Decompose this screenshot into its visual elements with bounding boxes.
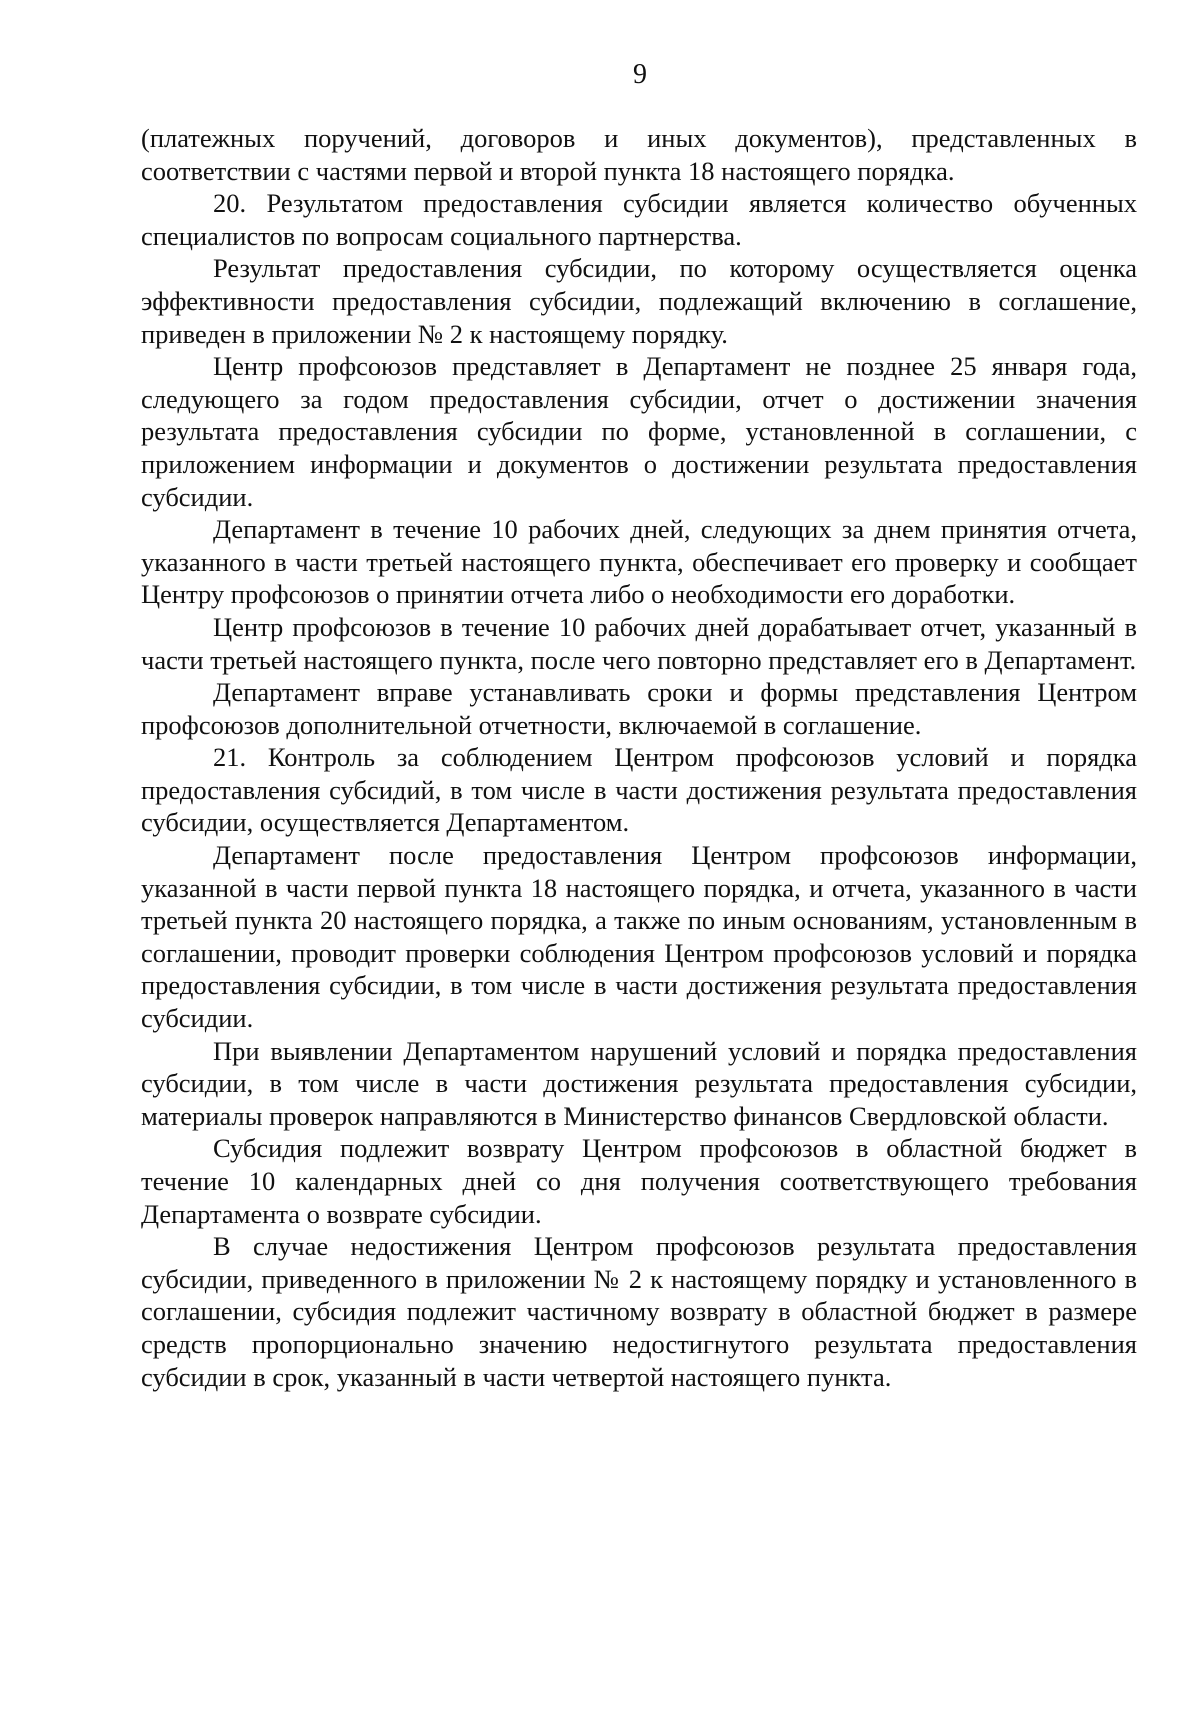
document-body xyxy=(141,122,1137,1393)
paragraph-additional-reporting: Департамент вправе устанавливать сроки и формы представления Центром профсоюзов дополнительной отчетности, включаемой в соглашение. xyxy=(141,677,1137,740)
paragraph-item-20: 20. Результатом предоставления субсидии является количество обученных специалистов по вопросам социального партнерства. xyxy=(141,188,1137,251)
paragraph-report-submission: Центр профсоюзов представляет в Департамент не позднее 25 января года, следующего за годом предоставления субсидии, отчет о достижении значения результата предоставления субсидии по форме, установленной в соглашении, с приложением информации и документов о достижении результата предоставления субсидии. xyxy=(141,351,1137,512)
paragraph-violations: При выявлении Департаментом нарушений условий и порядка предоставления субсидии, в том числе в части достижения результата предоставления субсидии, материалы проверок направляются в Министерство финансов Свердловской области. xyxy=(141,1035,1137,1131)
paragraph-partial-refund: В случае недостижения Центром профсоюзов результата предоставления субсидии, приведенного в приложении № 2 к настоящему порядку и установленного в соглашении, субсидия подлежит частичному возврату в областной бюджет в размере средств пропорционально значению недостигнутого результата предоставления субсидии в срок, указанный в части четвертой настоящего пункта. xyxy=(141,1231,1137,1392)
paragraph-report-revision: Центр профсоюзов в течение 10 рабочих дней дорабатывает отчет, указанный в части третьей настоящего пункта, после чего повторно представляет его в Департамент. xyxy=(141,611,1137,675)
paragraph-continuation: (платежных поручений, договоров и иных документов), представленных в соответствии с частями первой и второй пункта 18 настоящего порядка. xyxy=(141,123,1137,186)
page-number: 9 xyxy=(633,59,647,90)
paragraph-inspections: Департамент после предоставления Центром профсоюзов информации, указанной в части первой пункта 18 настоящего порядка, и отчета, указанного в части третьей пункта 20 настоящего порядка, а также по иным основаниям, установленным в соглашении, проводит проверки соблюдения Центром профсоюзов условий и порядка предоставления субсидии, в том числе в части достижения результата предоставления субсидии. xyxy=(141,840,1137,1034)
paragraph-result-evaluation: Результат предоставления субсидии, по которому осуществляется оценка эффективности предоставления субсидии, подлежащий включению в соглашение, приведен в приложении № 2 к настоящему порядку. xyxy=(141,253,1137,349)
paragraph-report-review: Департамент в течение 10 рабочих дней, следующих за днем принятия отчета, указанного в части третьей настоящего пункта, обеспечивает его проверку и сообщает Центру профсоюзов о принятии отчета либо о необходимости его доработки. xyxy=(141,514,1137,610)
paragraph-refund: Субсидия подлежит возврату Центром профсоюзов в областной бюджет в течение 10 календарных дней со дня получения соответствующего требования Департамента о возврате субсидии. xyxy=(141,1133,1137,1229)
paragraph-item-21: 21. Контроль за соблюдением Центром профсоюзов условий и порядка предоставления субсидий, в том числе в части достижения результата предоставления субсидии, осуществляется Департаментом. xyxy=(141,742,1137,838)
